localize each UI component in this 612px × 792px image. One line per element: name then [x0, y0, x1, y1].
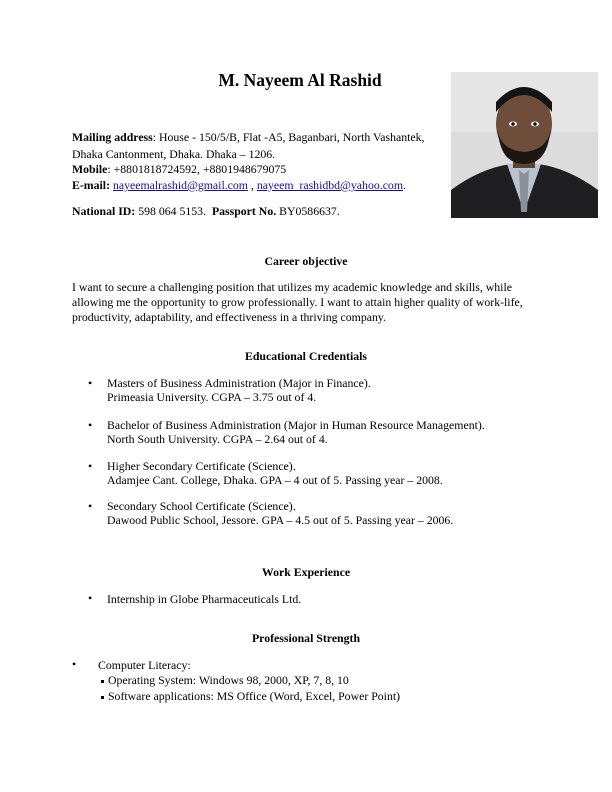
strength-item: Computer Literacy: [98, 658, 191, 672]
passport-value: BY0586637. [276, 204, 340, 218]
education-heading: Educational Credentials [244, 349, 368, 363]
bullet-icon: • [88, 459, 93, 473]
work-experience-heading: Work Experience [261, 565, 351, 579]
email-end: . [403, 178, 406, 192]
education-institution: North South University. CGPA – 2.64 out of 4. [107, 432, 328, 446]
education-degree: Higher Secondary Certificate (Science). [107, 459, 296, 473]
mobile-line [72, 161, 286, 178]
education-degree: Masters of Business Administration (Major in Finance). [107, 376, 371, 390]
strength-subitem-text: Operating System: Windows 98, 2000, XP, 7, 8, 10 [108, 673, 349, 687]
education-institution: Adamjee Cant. College, Dhaka. GPA – 4 out of 5. Passing year – 2008. [107, 473, 443, 487]
mailing-address-line [72, 129, 424, 146]
id-line [72, 203, 340, 220]
strength-subitem [101, 673, 349, 687]
strength-subitem-text: Software applications: MS Office (Word, Excel, Power Point) [108, 689, 401, 703]
education-item [107, 376, 371, 404]
bullet-icon: • [88, 376, 93, 390]
career-line: I want to secure a challenging position that utilizes my academic knowledge and skills, while [72, 280, 512, 294]
email-line [72, 177, 406, 194]
resume-name: M. Nayeem Al Rashid [218, 70, 382, 90]
bullet-icon: • [88, 591, 93, 605]
email-link-yahoo[interactable]: nayeem_rashidbd@yahoo.com [256, 178, 404, 192]
national-id-label: National ID: [72, 204, 136, 218]
square-bullet-icon [101, 696, 104, 699]
education-institution: Dawood Public School, Jessore. GPA – 4.5 out of 5. Passing year – 2006. [107, 513, 454, 527]
strength-subitem [101, 689, 400, 703]
profile-photo [451, 72, 598, 218]
national-id-value: 598 064 5153. [135, 204, 207, 218]
bullet-icon: • [72, 657, 77, 671]
professional-strength-heading: Professional Strength [251, 631, 361, 645]
career-objective-heading: Career objective [264, 254, 348, 268]
career-objective-text [72, 280, 542, 325]
bullet-icon: • [88, 418, 93, 432]
email-link-gmail[interactable]: nayeemalrashid@gmail.com [112, 178, 248, 192]
mailing-address-line-2: Dhaka Cantonment, Dhaka. Dhaka – 1206. [72, 147, 276, 161]
email-separator: , [247, 178, 257, 192]
education-degree: Secondary School Certificate (Science). [107, 499, 296, 513]
work-item: Internship in Globe Pharmaceuticals Ltd. [107, 592, 302, 606]
education-item [107, 459, 443, 487]
education-item [107, 418, 485, 446]
career-line: productivity, adaptability, and effectiveness in a thriving company. [72, 310, 386, 324]
mailing-address-value: : House - 150/5/B, Flat -A5, Baganbari, North Vashantek, [152, 130, 425, 144]
career-line: allowing me the opportunity to grow professionally. I want to attain higher quality of work-life, [72, 295, 523, 309]
mobile-value: : +8801818724592, +8801948679075 [107, 162, 287, 176]
mailing-address-label: Mailing address [72, 130, 153, 144]
email-label: E-mail: [72, 178, 111, 192]
square-bullet-icon [101, 680, 104, 683]
education-institution: Primeasia University. CGPA – 3.75 out of 4. [107, 390, 317, 404]
education-degree: Bachelor of Business Administration (Major in Human Resource Management). [107, 418, 485, 432]
bullet-icon: • [88, 499, 93, 513]
mobile-label: Mobile [72, 162, 108, 176]
passport-label: Passport No. [211, 204, 277, 218]
education-item [107, 499, 453, 527]
